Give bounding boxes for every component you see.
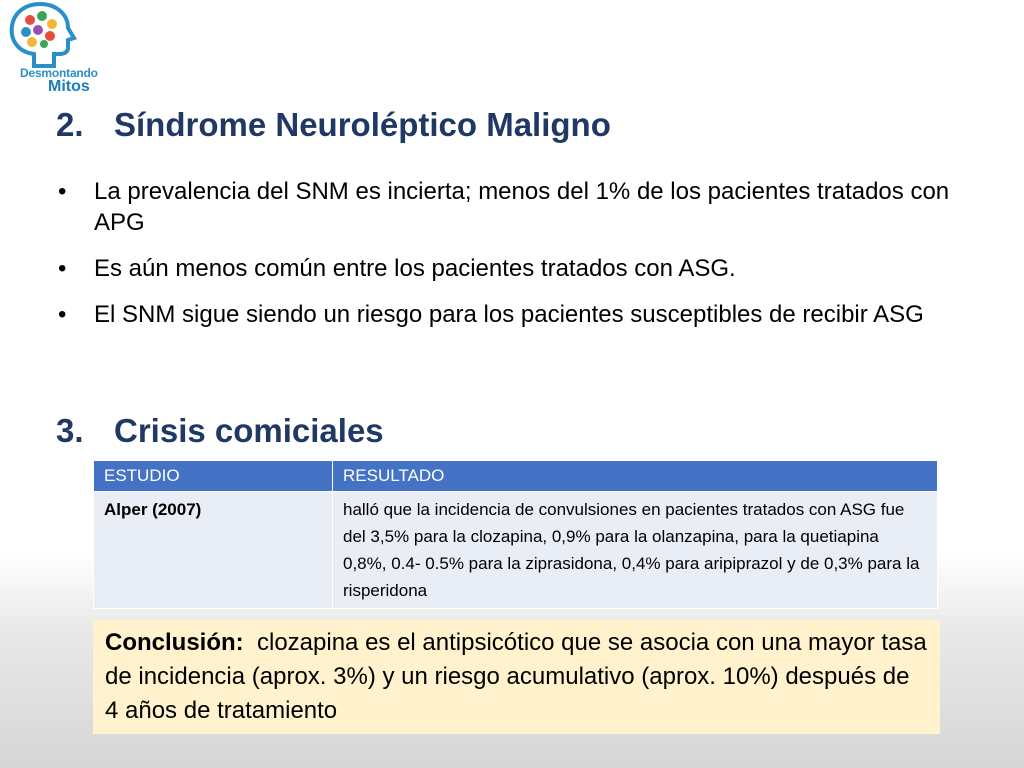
logo [0, 0, 110, 98]
column-header-study: ESTUDIO [94, 461, 333, 492]
table-row [94, 492, 938, 609]
section-3-title: Crisis comiciales [114, 412, 384, 449]
column-header-result: RESULTADO [333, 461, 938, 492]
study-cell: Alper (2007) [94, 492, 333, 609]
conclusion-box [93, 620, 940, 734]
bullet-item: • El SNM sigue siendo un riesgo para los pacientes susceptibles de recibir ASG [56, 299, 956, 330]
bullet-item: • Es aún menos común entre los pacientes tratados con ASG. [56, 253, 956, 284]
section-2-heading [56, 106, 611, 144]
study-table [93, 460, 938, 609]
section-3-heading [56, 412, 384, 450]
result-cell: halló que la incidencia de convulsiones en pacientes tratados con ASG fue del 3,5% para la clozapina, 0,9% para la olanzapina, para la quetiapina 0,8%, 0.4- 0.5% para la ziprasidona, 0,4% para aripiprazol y de 0,3% para la risperidona [333, 492, 938, 609]
section-2-title: Síndrome Neuroléptico Maligno [114, 106, 611, 143]
section-2-bullet-list [56, 176, 956, 345]
section-3-number: 3. [56, 412, 84, 449]
conclusion-text: clozapina es el antipsicótico que se asocia con una mayor tasa de incidencia (aprox. 3%) y un riesgo acumulativo (aprox. 10%) después de 4 años de tratamiento [105, 629, 927, 724]
logo-brand-top: Desmontando [20, 66, 98, 80]
head-profile-icon [4, 2, 78, 70]
table-header-row [94, 461, 938, 492]
conclusion-lead: Conclusión: [105, 629, 244, 656]
logo-brand-bottom: Mitos [48, 78, 90, 95]
bullet-item: • La prevalencia del SNM es incierta; menos del 1% de los pacientes tratados con APG [56, 176, 956, 238]
section-2-number: 2. [56, 106, 84, 143]
